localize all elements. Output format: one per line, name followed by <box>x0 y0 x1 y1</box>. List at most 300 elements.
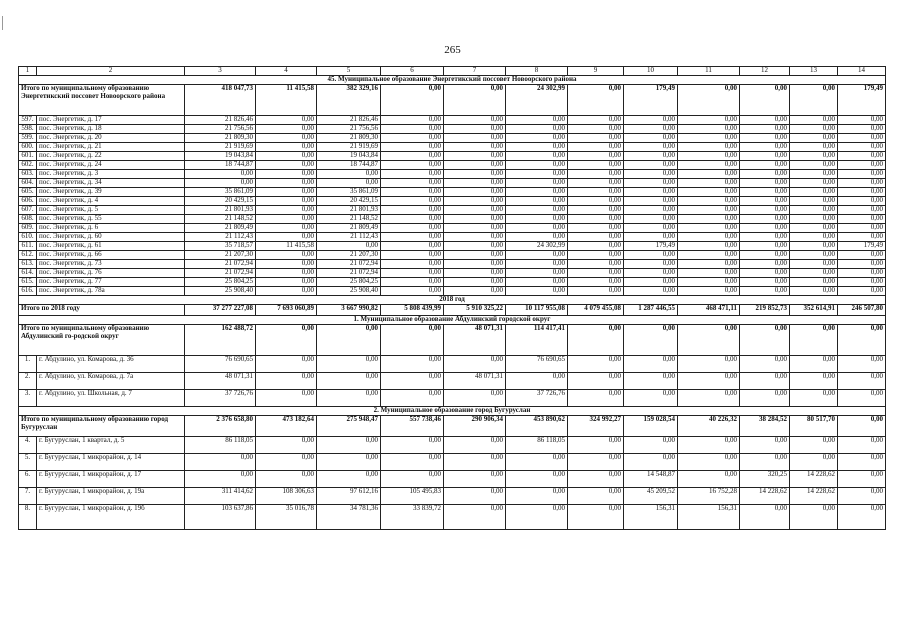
value-cell: 0,00 <box>838 278 886 287</box>
value-cell: 0,00 <box>256 197 317 206</box>
value-cell: 0,00 <box>838 179 886 188</box>
value-cell: 0,00 <box>381 161 444 170</box>
value-cell: 320,25 <box>740 471 790 488</box>
value-cell: 0,00 <box>740 125 790 134</box>
value-cell: 0,00 <box>838 390 886 407</box>
total-value-cell: 162 488,72 <box>185 325 256 356</box>
value-cell: 0,00 <box>568 505 624 530</box>
value-cell: 21 072,94 <box>185 260 256 269</box>
row-number: 609. <box>19 224 37 233</box>
value-cell: 0,00 <box>568 437 624 454</box>
value-cell: 0,00 <box>444 215 506 224</box>
value-cell: 0,00 <box>678 278 740 287</box>
value-cell: 0,00 <box>444 269 506 278</box>
value-cell: 0,00 <box>838 356 886 373</box>
row-number: 3. <box>19 390 37 407</box>
value-cell: 16 752,28 <box>678 488 740 505</box>
table-row <box>19 471 886 488</box>
table-row <box>19 188 886 197</box>
value-cell: 0,00 <box>568 454 624 471</box>
address-cell: пос. Энергетик, д. 66 <box>37 251 185 260</box>
value-cell: 0,00 <box>568 143 624 152</box>
value-cell: 0,00 <box>740 242 790 251</box>
value-cell: 0,00 <box>317 356 381 373</box>
value-cell: 0,00 <box>838 233 886 242</box>
row-number: 8. <box>19 505 37 530</box>
value-cell: 18 744,87 <box>185 161 256 170</box>
value-cell: 0,00 <box>790 233 838 242</box>
value-cell: 0,00 <box>678 437 740 454</box>
value-cell: 0,00 <box>444 356 506 373</box>
value-cell: 108 306,63 <box>256 488 317 505</box>
value-cell: 21 826,46 <box>317 116 381 125</box>
value-cell: 0,00 <box>624 287 678 296</box>
value-cell: 0,00 <box>838 373 886 390</box>
value-cell: 0,00 <box>740 269 790 278</box>
column-number-cell: 14 <box>838 67 886 76</box>
value-cell: 0,00 <box>678 242 740 251</box>
value-cell: 0,00 <box>838 188 886 197</box>
municipal-total-row <box>19 325 886 356</box>
total-value-cell: 2 376 658,80 <box>185 416 256 437</box>
value-cell: 0,00 <box>624 278 678 287</box>
value-cell: 0,00 <box>444 143 506 152</box>
value-cell: 0,00 <box>381 152 444 161</box>
value-cell: 0,00 <box>256 356 317 373</box>
table-row <box>19 116 886 125</box>
value-cell: 0,00 <box>740 143 790 152</box>
column-number-cell: 5 <box>317 67 381 76</box>
value-cell: 0,00 <box>381 170 444 179</box>
value-cell: 0,00 <box>790 197 838 206</box>
table-row <box>19 373 886 390</box>
value-cell: 0,00 <box>506 373 568 390</box>
value-cell: 21 112,43 <box>317 233 381 242</box>
value-cell: 0,00 <box>381 356 444 373</box>
value-cell: 0,00 <box>381 390 444 407</box>
value-cell: 0,00 <box>790 278 838 287</box>
total-value-cell: 0,00 <box>317 325 381 356</box>
value-cell: 0,00 <box>256 260 317 269</box>
total-value-cell: 0,00 <box>790 85 838 116</box>
table-row <box>19 287 886 296</box>
row-number: 5. <box>19 454 37 471</box>
value-cell: 0,00 <box>790 116 838 125</box>
value-cell: 0,00 <box>444 134 506 143</box>
value-cell: 21 801,93 <box>317 206 381 215</box>
value-cell: 0,00 <box>444 488 506 505</box>
table-row <box>19 488 886 505</box>
total-value-cell: 418 047,73 <box>185 85 256 116</box>
value-cell: 311 414,62 <box>185 488 256 505</box>
total-value-cell: 0,00 <box>678 85 740 116</box>
value-cell: 0,00 <box>790 287 838 296</box>
value-cell: 0,00 <box>678 287 740 296</box>
row-number: 606. <box>19 197 37 206</box>
row-number: 605. <box>19 188 37 197</box>
value-cell: 25 804,25 <box>185 278 256 287</box>
value-cell: 0,00 <box>624 188 678 197</box>
total-value-cell: 48 071,31 <box>444 325 506 356</box>
value-cell: 0,00 <box>678 251 740 260</box>
value-cell: 0,00 <box>678 215 740 224</box>
value-cell: 0,00 <box>506 215 568 224</box>
value-cell: 35 016,78 <box>256 505 317 530</box>
table-body <box>19 67 886 530</box>
value-cell: 0,00 <box>678 260 740 269</box>
value-cell: 0,00 <box>838 134 886 143</box>
value-cell: 21 826,46 <box>185 116 256 125</box>
value-cell: 0,00 <box>790 170 838 179</box>
value-cell: 0,00 <box>506 152 568 161</box>
value-cell: 0,00 <box>506 179 568 188</box>
total-value-cell: 40 226,32 <box>678 416 740 437</box>
value-cell: 0,00 <box>740 356 790 373</box>
value-cell: 0,00 <box>624 224 678 233</box>
value-cell: 0,00 <box>256 188 317 197</box>
value-cell: 0,00 <box>624 454 678 471</box>
total-value-cell: 0,00 <box>568 85 624 116</box>
value-cell: 0,00 <box>381 251 444 260</box>
value-cell: 0,00 <box>381 454 444 471</box>
year-total-value: 246 507,80 <box>838 305 886 316</box>
table-row <box>19 356 886 373</box>
value-cell: 76 690,65 <box>185 356 256 373</box>
section-heading-row <box>19 407 886 416</box>
value-cell: 21 207,30 <box>317 251 381 260</box>
value-cell: 0,00 <box>838 161 886 170</box>
value-cell: 0,00 <box>740 454 790 471</box>
value-cell: 0,00 <box>381 224 444 233</box>
year-total-value: 7 693 060,89 <box>256 305 317 316</box>
value-cell: 0,00 <box>838 143 886 152</box>
table-row <box>19 152 886 161</box>
value-cell: 0,00 <box>740 134 790 143</box>
column-number-cell: 8 <box>506 67 568 76</box>
value-cell: 0,00 <box>678 179 740 188</box>
column-number-cell: 3 <box>185 67 256 76</box>
value-cell: 0,00 <box>568 179 624 188</box>
table-row <box>19 233 886 242</box>
value-cell: 20 429,15 <box>317 197 381 206</box>
value-cell: 0,00 <box>568 161 624 170</box>
value-cell: 0,00 <box>740 116 790 125</box>
total-value-cell: 0,00 <box>444 85 506 116</box>
value-cell: 0,00 <box>317 390 381 407</box>
value-cell: 0,00 <box>838 269 886 278</box>
row-number: 611. <box>19 242 37 251</box>
value-cell: 0,00 <box>624 125 678 134</box>
value-cell: 0,00 <box>256 134 317 143</box>
value-cell: 0,00 <box>624 143 678 152</box>
value-cell: 156,31 <box>678 505 740 530</box>
value-cell: 0,00 <box>790 356 838 373</box>
total-value-cell: 114 417,41 <box>506 325 568 356</box>
value-cell: 0,00 <box>678 152 740 161</box>
year-total-label: Итого по 2018 году <box>19 305 185 316</box>
value-cell: 0,00 <box>678 373 740 390</box>
row-number: 604. <box>19 179 37 188</box>
value-cell: 0,00 <box>678 224 740 233</box>
row-number: 598. <box>19 125 37 134</box>
value-cell: 0,00 <box>568 269 624 278</box>
row-number: 7. <box>19 488 37 505</box>
value-cell: 0,00 <box>838 116 886 125</box>
value-cell: 0,00 <box>678 356 740 373</box>
value-cell: 0,00 <box>624 390 678 407</box>
row-number: 610. <box>19 233 37 242</box>
table-row <box>19 215 886 224</box>
value-cell: 0,00 <box>256 251 317 260</box>
value-cell: 0,00 <box>444 152 506 161</box>
table-row <box>19 170 886 179</box>
value-cell: 0,00 <box>444 287 506 296</box>
value-cell: 0,00 <box>381 471 444 488</box>
value-cell: 37 726,76 <box>506 390 568 407</box>
row-number: 1. <box>19 356 37 373</box>
value-cell: 19 043,84 <box>185 152 256 161</box>
value-cell: 0,00 <box>381 125 444 134</box>
total-value-cell: 0,00 <box>740 325 790 356</box>
total-value-cell: 0,00 <box>381 85 444 116</box>
value-cell: 0,00 <box>506 260 568 269</box>
value-cell: 0,00 <box>568 242 624 251</box>
value-cell: 0,00 <box>740 152 790 161</box>
column-number-cell: 2 <box>37 67 185 76</box>
value-cell: 24 302,99 <box>506 242 568 251</box>
value-cell: 0,00 <box>838 152 886 161</box>
total-value-cell: 159 028,54 <box>624 416 678 437</box>
value-cell: 21 756,56 <box>185 125 256 134</box>
value-cell: 0,00 <box>444 179 506 188</box>
value-cell: 0,00 <box>568 188 624 197</box>
value-cell: 0,00 <box>838 454 886 471</box>
value-cell: 0,00 <box>568 170 624 179</box>
table-row <box>19 197 886 206</box>
value-cell: 0,00 <box>256 125 317 134</box>
value-cell: 0,00 <box>568 356 624 373</box>
value-cell: 0,00 <box>506 125 568 134</box>
column-number-cell: 6 <box>381 67 444 76</box>
value-cell: 0,00 <box>740 437 790 454</box>
value-cell: 0,00 <box>568 152 624 161</box>
table-row <box>19 179 886 188</box>
value-cell: 0,00 <box>740 197 790 206</box>
table-row <box>19 278 886 287</box>
value-cell: 0,00 <box>444 116 506 125</box>
address-cell: пос. Энергетик, д. 22 <box>37 152 185 161</box>
value-cell: 0,00 <box>678 471 740 488</box>
column-number-cell: 1 <box>19 67 37 76</box>
row-number: 615. <box>19 278 37 287</box>
row-number: 608. <box>19 215 37 224</box>
column-number-cell: 10 <box>624 67 678 76</box>
row-number: 599. <box>19 134 37 143</box>
value-cell: 0,00 <box>256 269 317 278</box>
year-total-value: 37 277 227,08 <box>185 305 256 316</box>
value-cell: 0,00 <box>444 278 506 287</box>
value-cell: 0,00 <box>506 116 568 125</box>
value-cell: 0,00 <box>678 454 740 471</box>
value-cell: 0,00 <box>506 134 568 143</box>
total-value-cell: 0,00 <box>838 325 886 356</box>
table-row <box>19 143 886 152</box>
value-cell: 0,00 <box>740 188 790 197</box>
value-cell: 0,00 <box>256 206 317 215</box>
value-cell: 0,00 <box>506 206 568 215</box>
value-cell: 25 908,40 <box>317 287 381 296</box>
total-value-cell: 11 415,58 <box>256 85 317 116</box>
value-cell: 0,00 <box>381 437 444 454</box>
value-cell: 0,00 <box>624 179 678 188</box>
value-cell: 0,00 <box>838 197 886 206</box>
value-cell: 0,00 <box>444 251 506 260</box>
section-title: 2018 год <box>19 296 886 305</box>
table-row <box>19 161 886 170</box>
table-row <box>19 390 886 407</box>
table-row <box>19 224 886 233</box>
address-cell: г. Бугуруслан, 1 микрорайон, д. 17 <box>37 471 185 488</box>
row-number: 612. <box>19 251 37 260</box>
value-cell: 0,00 <box>256 161 317 170</box>
value-cell: 0,00 <box>381 278 444 287</box>
table-row <box>19 134 886 143</box>
total-value-cell: 24 302,99 <box>506 85 568 116</box>
address-cell: пос. Энергетик, д. 18 <box>37 125 185 134</box>
value-cell: 0,00 <box>678 390 740 407</box>
value-cell: 0,00 <box>506 170 568 179</box>
value-cell: 0,00 <box>256 152 317 161</box>
value-cell: 0,00 <box>506 197 568 206</box>
table-row <box>19 125 886 134</box>
value-cell: 48 071,31 <box>185 373 256 390</box>
value-cell: 21 072,94 <box>185 269 256 278</box>
value-cell: 0,00 <box>740 224 790 233</box>
value-cell: 0,00 <box>506 454 568 471</box>
value-cell: 21 809,30 <box>185 134 256 143</box>
municipal-total-row <box>19 85 886 116</box>
value-cell: 0,00 <box>678 116 740 125</box>
value-cell: 0,00 <box>790 251 838 260</box>
section-heading-row <box>19 316 886 325</box>
column-number-cell: 7 <box>444 67 506 76</box>
value-cell: 0,00 <box>568 287 624 296</box>
value-cell: 0,00 <box>185 179 256 188</box>
address-cell: г. Бугуруслан, 1 микрорайон, д. 19б <box>37 505 185 530</box>
value-cell: 0,00 <box>506 287 568 296</box>
value-cell: 0,00 <box>506 278 568 287</box>
value-cell: 21 801,93 <box>185 206 256 215</box>
total-value-cell: 0,00 <box>678 325 740 356</box>
value-cell: 0,00 <box>256 224 317 233</box>
value-cell: 11 415,58 <box>256 242 317 251</box>
value-cell: 0,00 <box>381 260 444 269</box>
value-cell: 0,00 <box>256 278 317 287</box>
value-cell: 0,00 <box>838 215 886 224</box>
address-cell: пос. Энергетик, д. 6 <box>37 224 185 233</box>
value-cell: 0,00 <box>678 188 740 197</box>
value-cell: 0,00 <box>790 152 838 161</box>
year-total-value: 5 910 325,22 <box>444 305 506 316</box>
value-cell: 0,00 <box>624 206 678 215</box>
value-cell: 0,00 <box>790 179 838 188</box>
value-cell: 21 148,52 <box>317 215 381 224</box>
value-cell: 0,00 <box>740 179 790 188</box>
year-total-value: 4 079 455,08 <box>568 305 624 316</box>
value-cell: 0,00 <box>678 125 740 134</box>
total-value-cell: 38 284,52 <box>740 416 790 437</box>
total-value-cell: 324 992,27 <box>568 416 624 437</box>
row-number: 4. <box>19 437 37 454</box>
total-value-cell: 290 906,34 <box>444 416 506 437</box>
value-cell: 0,00 <box>381 233 444 242</box>
value-cell: 0,00 <box>790 260 838 269</box>
value-cell: 0,00 <box>256 170 317 179</box>
value-cell: 0,00 <box>381 215 444 224</box>
total-value-cell: 453 890,62 <box>506 416 568 437</box>
value-cell: 0,00 <box>506 251 568 260</box>
value-cell: 0,00 <box>568 233 624 242</box>
value-cell: 21 112,43 <box>185 233 256 242</box>
row-number: 613. <box>19 260 37 269</box>
address-cell: г. Бугуруслан, 1 микрорайон, д. 19а <box>37 488 185 505</box>
value-cell: 45 209,52 <box>624 488 678 505</box>
value-cell: 14 228,62 <box>790 471 838 488</box>
value-cell: 0,00 <box>838 251 886 260</box>
value-cell: 0,00 <box>790 373 838 390</box>
value-cell: 0,00 <box>381 197 444 206</box>
column-number-cell: 13 <box>790 67 838 76</box>
value-cell: 0,00 <box>790 188 838 197</box>
value-cell: 0,00 <box>790 269 838 278</box>
value-cell: 21 148,52 <box>185 215 256 224</box>
value-cell: 0,00 <box>256 215 317 224</box>
section-title: 45. Муниципальное образование Энергетикский поссовет Новоорского района <box>19 76 886 85</box>
year-total-value: 10 117 955,08 <box>506 305 568 316</box>
value-cell: 0,00 <box>444 224 506 233</box>
total-label: Итого по муниципальному образованию Абдулинский го-родской округ <box>19 325 185 356</box>
section-heading-row <box>19 76 886 85</box>
value-cell: 0,00 <box>790 224 838 233</box>
total-value-cell: 275 948,47 <box>317 416 381 437</box>
value-cell: 0,00 <box>678 143 740 152</box>
section-title: 2. Муниципальное образование город Бугуруслан <box>19 407 886 416</box>
value-cell: 21 072,94 <box>317 260 381 269</box>
value-cell: 0,00 <box>740 505 790 530</box>
total-value-cell: 80 517,70 <box>790 416 838 437</box>
value-cell: 0,00 <box>256 143 317 152</box>
value-cell: 0,00 <box>444 170 506 179</box>
value-cell: 0,00 <box>256 454 317 471</box>
value-cell: 0,00 <box>740 278 790 287</box>
address-cell: г. Абдулино, ул. Комарова, д. 36 <box>37 356 185 373</box>
value-cell: 86 118,05 <box>185 437 256 454</box>
value-cell: 0,00 <box>506 161 568 170</box>
value-cell: 0,00 <box>381 179 444 188</box>
value-cell: 0,00 <box>678 170 740 179</box>
value-cell: 0,00 <box>381 116 444 125</box>
total-label: Итого по муниципальному образованию город Бугуруслан <box>19 416 185 437</box>
value-cell: 0,00 <box>838 224 886 233</box>
value-cell: 0,00 <box>381 269 444 278</box>
value-cell: 0,00 <box>678 233 740 242</box>
value-cell: 0,00 <box>568 206 624 215</box>
value-cell: 21 809,30 <box>317 134 381 143</box>
value-cell: 0,00 <box>444 206 506 215</box>
value-cell: 0,00 <box>568 373 624 390</box>
total-value-cell: 0,00 <box>790 325 838 356</box>
value-cell: 0,00 <box>740 233 790 242</box>
